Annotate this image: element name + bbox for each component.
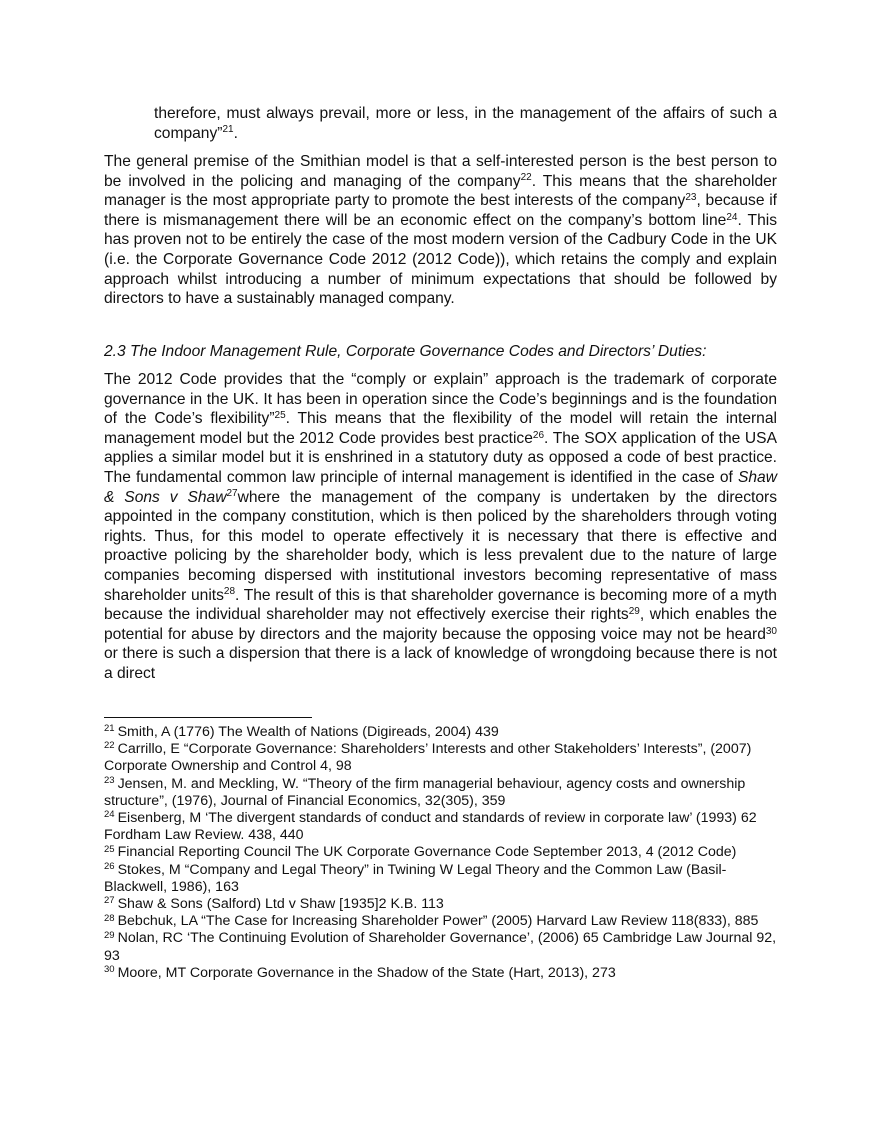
footnote-number: 21 — [104, 723, 115, 735]
footnote-item — [104, 724, 784, 741]
footnote-item — [104, 930, 784, 964]
footnote-item — [104, 741, 784, 775]
footnote-item — [104, 896, 784, 913]
block-quote: therefore, must always prevail, more or less, in the management of the affairs of such a company”$^{21}$. — [154, 105, 777, 142]
footnote-text: Moore, MT Corporate Governance in the Shadow of the State (Hart, 2013), 273 — [117, 964, 616, 981]
footnote-number: 27 — [104, 895, 115, 907]
footnote-text: Financial Reporting Council The UK Corporate Governance Code September 2013, 4 (2012 Code) — [117, 844, 737, 861]
footnote-separator — [104, 717, 312, 718]
footnote-number: 26 — [104, 860, 115, 872]
footnote-item — [104, 844, 784, 861]
footnote-text: Smith, A (1776) The Wealth of Nations (Digireads, 2004) 439 — [117, 724, 499, 740]
footnote-ref: 26 — [532, 429, 545, 441]
footnote-ref: 21 — [222, 124, 234, 136]
paragraph-2012-code: The 2012 Code provides that the “comply or explain” approach is the trademark of corporate governance in the UK. It has been in operation since the Code’s beginnings and is the foundation of the Code’s flexibility”$^{25}$. This means that the flexibility of the model will retain the internal management model but the 2012 Code provides best practice$^{26}$. The SOX application of the USA applies a similar model but it is enshrined in a statutory duty as opposed a code of best practice. The fundamental common law principle of internal management is identified in the case of Shaw & Sons v Shaw$^{27}$where the management of the company is undertaken by the directors appointed in the company constitution, which is then policed by the shareholders through voting rights. Thus, for this model to operate effectively it is necessary that there is effective and proactive policing by the shareholder body, which is less prevalent due to the nature of large companies becoming dispersed with institutional investors becoming representative of mass shareholder units$^{28}$. The result of this is that shareholder governance is becoming more of a myth because the individual shareholder may not effectively exercise their rights$^{29}$, which enables the potential for abuse by directors and the majority because the opposing voice may not be heard$^{30}$ or there is such a dispersion that there is a lack of knowledge of wrongdoing because there is not a direct — [104, 371, 778, 682]
footnote-text: Eisenberg, M ‘The divergent standards of conduct and standards of review in corporate law’ (1993) 62 Fordham Law Review. 438, 440 — [104, 810, 757, 844]
footnote-text: Carrillo, E “Corporate Governance: Shareholders’ Interests and other Stakeholders’ Interests”, (2007) Corporate Ownership and Control 4, 98 — [104, 741, 752, 775]
footnote-text: Shaw & Sons (Salford) Ltd v Shaw [1935]2 K.B. 113 — [117, 896, 444, 913]
footnote-ref: 24 — [726, 211, 738, 223]
footnote-number: 30 — [104, 964, 115, 976]
section-heading: 2.3 The Indoor Management Rule, Corporate Governance Codes and Directors’ Duties: — [104, 343, 707, 360]
footnote-item — [104, 810, 784, 844]
footnote-ref: 29 — [628, 605, 640, 617]
case-name: Shaw & Sons v Shaw — [104, 468, 777, 506]
footnote-ref: 28 — [223, 586, 236, 598]
footnote-ref: 25 — [274, 410, 286, 421]
paragraph-smithian-model: The general premise of the Smithian model is that a self-interested person is the best person to be involved in the policing and managing of the company$^{22}$. This means that the shareholder manager is the most appropriate party to promote the best interests of the company$^{23}$, because if there is mismanagement there will be an economic effect on the company’s bottom line$^{24}$. This has proven not to be entirely the case of the most modern version of the Cadbury Code in the UK (i.e. the Corporate Governance Code 2012 (2012 Code)), which retains the comply and explain approach whilst introducing a number of minimum expectations that should be followed by directors to have a sustainably managed company. — [104, 153, 778, 308]
footnote-ref: 23 — [685, 192, 697, 203]
footnote-text: Jensen, M. and Meckling, W. “Theory of the firm managerial behaviour, agency costs and ownership structure”, (1976), Journal of Financial Economics, 32(305), 359 — [104, 775, 746, 809]
footnote-number: 29 — [104, 929, 115, 941]
footnote-item — [104, 913, 784, 930]
footnote-ref: 27 — [226, 488, 238, 500]
footnote-text: Bebchuk, LA “The Case for Increasing Shareholder Power” (2005) Harvard Law Review 118(833), 885 — [117, 913, 759, 930]
footnote-number: 28 — [104, 912, 115, 924]
footnote-number: 22 — [104, 740, 115, 752]
footnote-number: 23 — [104, 774, 115, 786]
footnote-item — [104, 776, 784, 810]
footnote-number: 25 — [104, 843, 115, 855]
footnote-ref: 30 — [765, 625, 777, 637]
footnote-text: Stokes, M “Company and Legal Theory” in Twining W Legal Theory and the Common Law (Basil-Blackwell, 1986), 163 — [104, 861, 727, 895]
footnote-item — [104, 862, 784, 896]
footnote-text: Nolan, RC ‘The Continuing Evolution of Shareholder Governance’, (2006) 65 Cambridge Law Journal 92, 93 — [104, 930, 777, 964]
footnote-ref: 22 — [520, 172, 532, 184]
footnote-number: 24 — [104, 809, 115, 821]
footnote-item — [104, 965, 784, 982]
footnotes-list — [104, 724, 784, 982]
